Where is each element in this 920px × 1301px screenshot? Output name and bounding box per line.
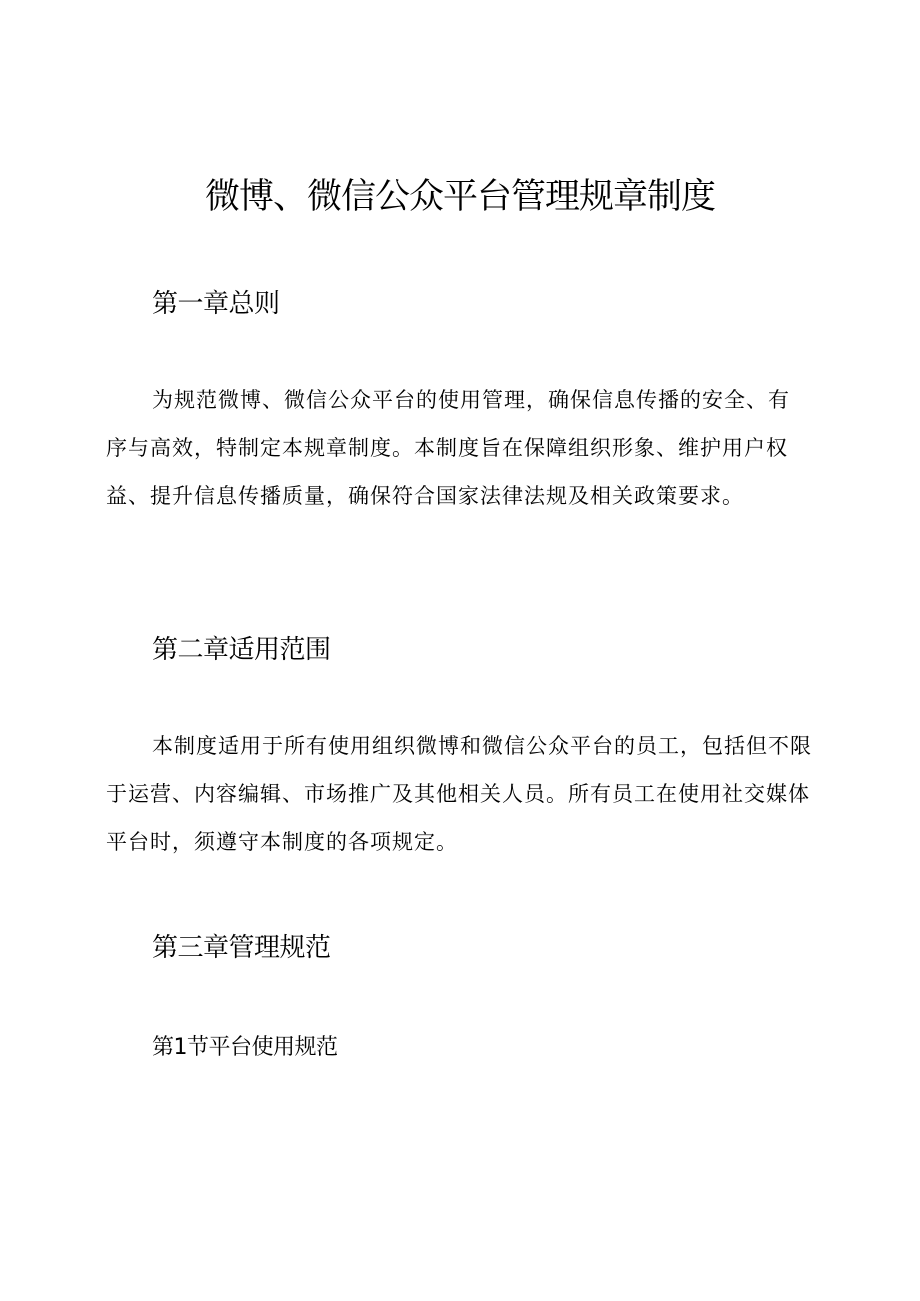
chapter-2-paragraph: 本制度适用于所有使用组织微博和微信公众平台的员工，包括但不限于运营、内容编辑、市场推广及其他相关人员。所有员工在使用社交媒体平台时，须遵守本制度的各项规定。: [106, 734, 812, 854]
document-title: 微博、微信公众平台管理规章制度: [204, 177, 715, 217]
chapter-3-heading: 第三章管理规范: [152, 933, 331, 963]
chapter-1-heading: 第一章总则: [152, 289, 280, 319]
section-1-heading: 第1节平台使用规范: [152, 1035, 338, 1060]
chapter-1-paragraph: 为规范微博、微信公众平台的使用管理，确保信息传播的安全、有序与高效，特制定本规章制度。本制度旨在保障组织形象、维护用户权益、提升信息传播质量，确保符合国家法律法规及相关政策要求。: [106, 388, 790, 508]
chapter-2-heading: 第二章适用范围: [152, 635, 331, 665]
